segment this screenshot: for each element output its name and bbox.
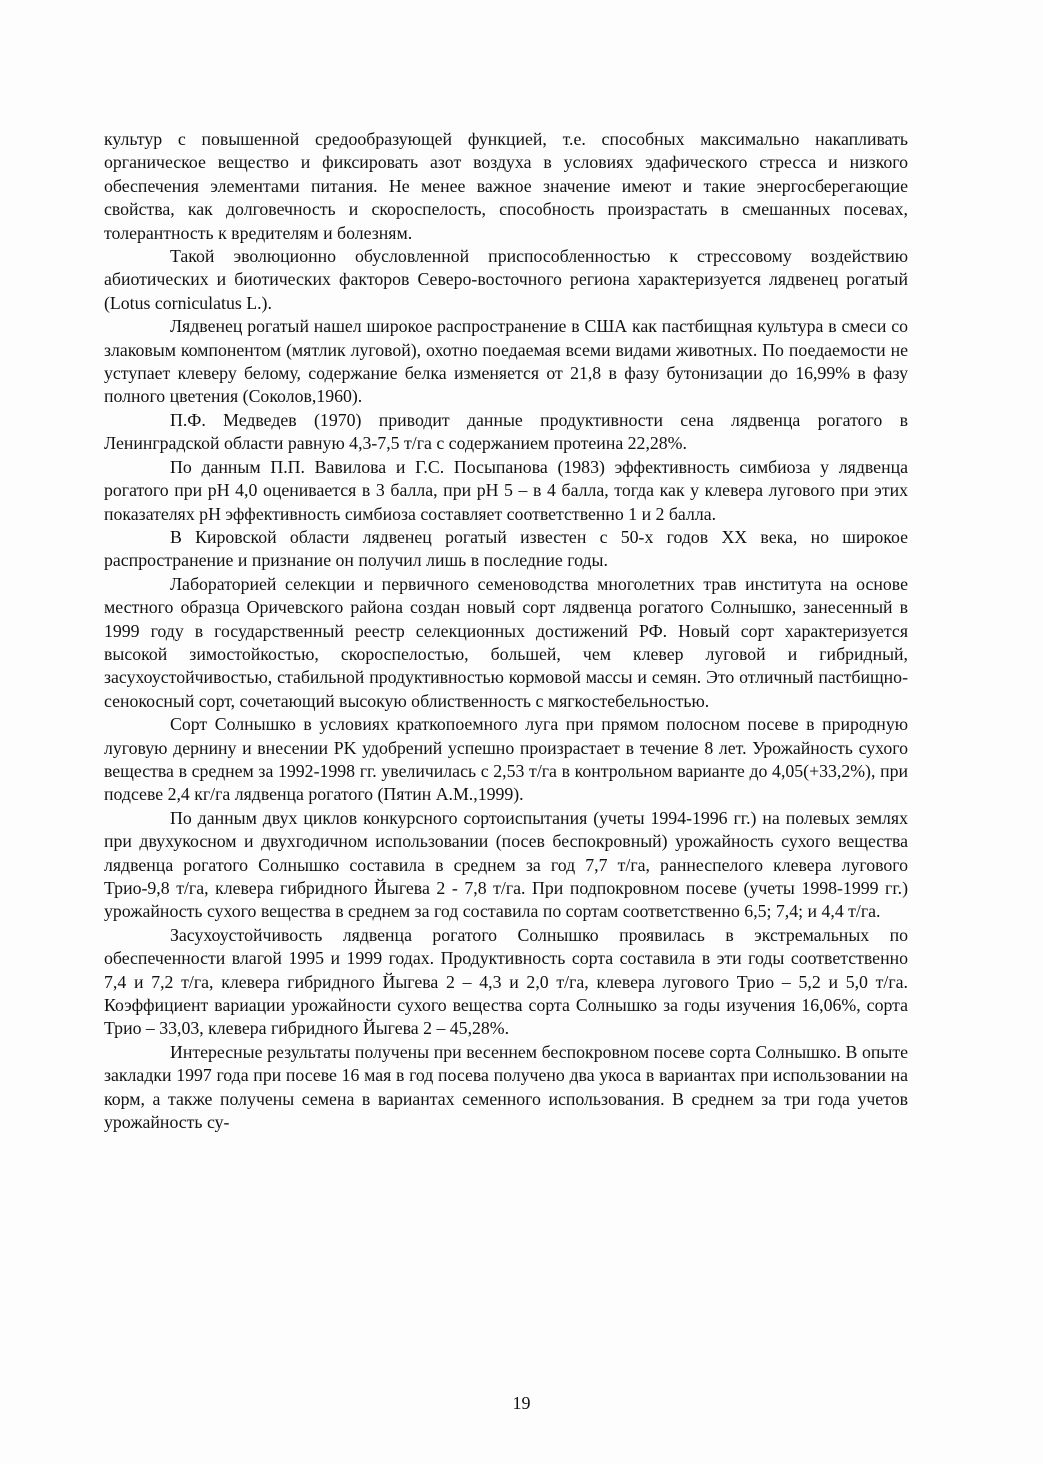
paragraph-11: Интересные результаты получены при весеннем беспокровном посеве сорта Солнышко. В опыте закладки 1997 года при посеве 16 мая в год посева получено два укоса в вариантах при использовании на корм, а также получены семена в вариантах семенного использования. В среднем за три года учетов урожайность су- — [104, 1041, 908, 1133]
page-number: 19 — [512, 1393, 531, 1413]
paragraph-5: По данным П.П. Вавилова и Г.С. Посыпанова (1983) эффективность симбиоза у лядвенца рогатого при pH 4,0 оценивается в 3 балла, при pH 5 – в 4 балла, тогда как у клевера лугового при этих показателях pH эффективность симбиоза составляет соответственно 1 и 2 балла. — [104, 456, 908, 524]
paragraph-9: По данным двух циклов конкурсного сортоиспытания (учеты 1994-1996 гг.) на полевых землях при двухукосном и двухгодичном использовании (посев беспокровный) урожайность сухого вещества лядвенца рогатого Солнышко составила в среднем за год 7,7 т/га, раннеспелого клевера лугового Трио-9,8 т/га, клевера гибридного Йыгева 2 - 7,8 т/га. При подпокровном посеве (учеты 1998-1999 гг.) урожайность сухого вещества в среднем за год составила по сортам соответственно 6,5; 7,4; и 4,4 т/га. — [104, 807, 908, 922]
paragraph-2: Такой эволюционно обусловленной приспособленностью к стрессовому воздействию абиотических и биотических факторов Северо-восточного региона характеризуется лядвенец рогатый (Lotus corniculatus L.). — [104, 246, 908, 313]
paragraph-1: культур с повышенной средообразующей функцией, т.е. способных максимально накапливать органическое вещество и фиксировать азот воздуха в условиях эдафического стресса и низкого обеспечения элементами питания. Не менее важное значение имеют и такие энергосберегающие свойства, как долговечность и скороспелость, способность произрастать в смешанных посевах, толерантность к вредителям и болезням. — [104, 129, 908, 243]
paragraph-7: Лабораторией селекции и первичного семеноводства многолетних трав института на основе местного образца Оричевского района создан новый сорт лядвенца рогатого Солнышко, занесенный в 1999 году в государственный реестр селекционных достижений РФ. Новый сорт характеризуется высокой зимостойкостью, скороспелостью, большей, чем клевер луговой и гибридный, засухоустойчивостью, стабильной продуктивностью кормовой массы и семян. Это отличный пастбищно-сенокосный сорт, сочетающий высокую облиственность с мягкостебельностью. — [104, 573, 908, 711]
paragraph-3: Лядвенец рогатый нашел широкое распространение в США как пастбищная культура в смеси со злаковым компонентом (мятлик луговой), охотно поедаемая всеми видами животных. По поедаемости не уступает клеверу белому, содержание белка изменяется от 21,8 в фазу бутонизации до 16,99% в фазу полного цветения (Соколов,1960). — [104, 316, 908, 407]
paragraph-6: В Кировской области лядвенец рогатый известен с 50-х годов XX века, но широкое распространение и признание он получил лишь в последние годы. — [104, 526, 908, 571]
paragraph-4: П.Ф. Медведев (1970) приводит данные продуктивности сена лядвенца рогатого в Ленинградской области равную 4,3-7,5 т/га с содержанием протеина 22,28%. — [104, 409, 908, 454]
paragraph-8: Сорт Солнышко в условиях краткопоемного луга при прямом полосном посеве в природную луговую дернину и внесении PK удобрений успешно произрастает в течение 8 лет. Урожайность сухого вещества в среднем за 1992-1998 гг. увеличилась с 2,53 т/га в контрольном варианте до 4,05(+33,2%), при подсеве 2,4 кг/га лядвенца рогатого (Пятин А.М.,1999). — [104, 714, 908, 805]
paragraph-10: Засухоустойчивость лядвенца рогатого Солнышко проявилась в экстремальных по обеспеченности влагой 1995 и 1999 годах. Продуктивность сорта составила в эти годы соответственно 7,4 и 7,2 т/га, клевера гибридного Йыгева 2 – 4,3 и 2,0 т/га, клевера лугового Трио – 5,2 и 5,0 т/га. Коэффициент вариации урожайности сухого вещества сорта Солнышко за годы изучения 16,06%, сорта Трио – 33,03, клевера гибридного Йыгева 2 – 45,28%. — [104, 924, 908, 1039]
body-text — [104, 128, 908, 1134]
